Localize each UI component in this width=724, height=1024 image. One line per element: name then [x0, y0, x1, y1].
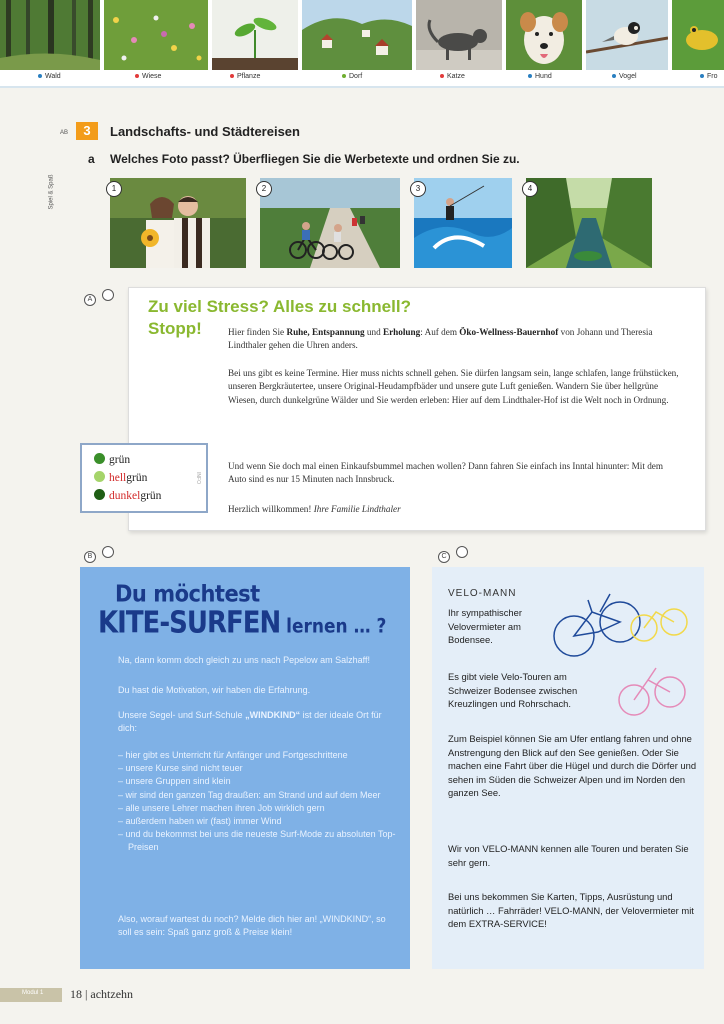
color-row-hellgruen: hellgrün	[94, 471, 147, 484]
ad-a-paragraph-3: Und wenn Sie doch mal einen Einkaufsbummel machen wollen? Dann fahren Sie einfach ins Inntal hinunter: Mit dem Auto sind es nur 15 Minuten nach Innsbruck.	[228, 461, 664, 485]
color-row-gruen: grün	[94, 453, 130, 466]
option-letter-c: C	[438, 551, 450, 563]
list-item: – unsere Kurse sind nicht teuer	[118, 763, 243, 774]
forest-image	[0, 0, 100, 70]
option-c	[438, 546, 474, 563]
ad-b-paragraph-2: Du hast die Motivation, wir haben die Erfahrung.	[118, 685, 311, 695]
plant-image	[212, 0, 298, 70]
list-item: – unsere Gruppen sind klein	[118, 776, 231, 787]
ad-c-paragraph-5: Bei uns bekommen Sie Karten, Tipps, Ausrüstung und natürlich … Fahrräder! VELO-MANN, der Velovermieter mit dem EXTRA-SERVICE!	[448, 891, 694, 930]
photo-number-2: 2	[256, 181, 272, 197]
bullet-dot-icon	[230, 74, 234, 78]
list-item: – hier gibt es Unterricht für Anfänger und Fortgeschrittene	[118, 750, 348, 760]
option-letter-b: B	[84, 551, 96, 563]
answer-checkbox-a[interactable]	[102, 289, 114, 301]
section-title: Landschafts- und Städtereisen	[110, 124, 300, 139]
bullet-dot-icon	[528, 74, 532, 78]
village-image	[302, 0, 412, 70]
bullet-dot-icon	[38, 74, 42, 78]
photo-2	[260, 178, 400, 268]
green-dot-icon	[94, 453, 105, 464]
bullet-dot-icon	[700, 74, 704, 78]
ad-c-paragraph-1: Ihr sympathischer Velovermieter am Bodensee.	[448, 607, 522, 646]
thumb-caption-1: Wiese	[135, 73, 161, 80]
option-b	[84, 546, 120, 563]
ad-a-paragraph-2: Bei uns gibt es keine Termine. Hier muss nichts schnell gehen. Sie dürfen langsam sein, lange schlafen, lange frühstücken, unseren Bergkräutertee, unsere Original-Heudampfbäder und unsere gute Luft genießen. Wandern Sie über hellgrüne Wiesen, durch dunkelgrüne Wälder und Sie werden erleben: Hier auf dem Lindthaler-Hof ist die Welt noch in Ordnung.	[228, 368, 679, 405]
ad-c-paragraph-3: Zum Beispiel können Sie am Ufer entlang fahren und ohne Anstrengung den Blick auf den See genießen. Oder Sie machen eine Fahrt über die Hügel und durch die Dörfer und sehen im Süden die Schweizer Alpen und im Norden den ganzen See.	[448, 733, 697, 799]
workbook-reference: AB	[60, 130, 69, 136]
light-green-dot-icon	[94, 471, 105, 482]
photo-4	[526, 178, 652, 268]
bird-image	[586, 0, 668, 70]
module-tab: Modul 1	[0, 988, 62, 1002]
bullet-dot-icon	[612, 74, 616, 78]
bullet-dot-icon	[135, 74, 139, 78]
ad-b-headline-1: Du möchtest	[115, 580, 260, 607]
list-item: – alle unsere Lehrer machen ihren Job wirklich gern	[118, 802, 325, 813]
picture-dictionary-strip	[0, 0, 724, 88]
option-a	[84, 289, 120, 306]
ad-a-headline: Zu viel Stress? Alles zu schnell?	[148, 297, 411, 316]
thumb-caption-0: Wald	[38, 73, 61, 80]
photo-3	[414, 178, 512, 268]
photo-number-3: 3	[410, 181, 426, 197]
info-label: INFO	[194, 472, 201, 484]
divider	[0, 86, 724, 88]
thumb-caption-2: Pflanze	[230, 73, 260, 80]
option-letter-a: A	[84, 294, 96, 306]
list-item: – wir sind den ganzen Tag draußen: am Strand und auf dem Meer	[118, 789, 381, 800]
dark-green-dot-icon	[94, 489, 105, 500]
ad-b-paragraph-1: Na, dann komm doch gleich zu uns nach Pepelow am Salzhaff!	[118, 655, 370, 665]
color-info-box	[80, 443, 208, 513]
ad-c-paragraph-2: Es gibt viele Velo-Touren am Schweizer Bodensee zwischen Kreuzlingen und Rohrschach.	[448, 671, 578, 710]
page-number: 18 | achtzehn	[70, 987, 134, 1001]
cat-image	[416, 0, 502, 70]
section-number: 3	[76, 122, 98, 140]
frog-image	[672, 0, 724, 70]
task-instruction: Welches Foto passt? Überfliegen Sie die Werbetexte und ordnen Sie zu.	[110, 152, 520, 166]
ad-a-card	[128, 287, 706, 531]
bullet-dot-icon	[440, 74, 444, 78]
meadow-image	[104, 0, 208, 70]
photo-1	[110, 178, 246, 268]
list-item: – außerdem haben wir (fast) immer Wind	[118, 816, 282, 827]
task-letter: a	[88, 152, 95, 166]
ad-c-title: VELO-MANN	[448, 588, 517, 599]
thumb-caption-5: Hund	[528, 73, 552, 80]
bullet-dot-icon	[342, 74, 346, 78]
photo-number-4: 4	[522, 181, 538, 197]
ad-c-paragraph-4: Wir von VELO-MANN kennen alle Touren und beraten Sie sehr gern.	[448, 843, 689, 868]
list-item: – und du bekommst bei uns die neueste Surf-Mode zu absoluten Top-Preisen	[118, 829, 396, 853]
ad-b-headline-2: KITE-SURFEN lernen … ?	[98, 606, 387, 641]
side-label: Spiel & Spaß	[48, 174, 55, 210]
ad-b-paragraph-3: Unsere Segel- und Surf-Schule „WINDKIND“ ist der ideale Ort für dich:	[118, 710, 382, 734]
ad-a-signature: Herzlich willkommen! Ihre Familie Lindthaler	[228, 504, 401, 514]
thumb-caption-4: Katze	[440, 73, 465, 80]
ad-a-paragraph-1: Hier finden Sie Ruhe, Entspannung und Erholung: Auf dem Öko-Wellness-Bauernhof von Johann und Theresia Lindthaler gehen die Uhren anders.	[228, 327, 653, 351]
ad-a-stop: Stopp!	[148, 319, 202, 338]
photo-number-1: 1	[106, 181, 122, 197]
thumb-caption-7: Fro	[700, 73, 718, 80]
ad-b-paragraph-4: Also, worauf wartest du noch? Melde dich hier an! „WINDKIND“, so soll es sein: Spaß ganz groß & Preise klein!	[118, 914, 386, 938]
color-row-dunkelgruen: dunkelgrün	[94, 489, 161, 502]
thumb-caption-3: Dorf	[342, 73, 362, 80]
answer-checkbox-c[interactable]	[456, 546, 468, 558]
ad-b-list	[118, 749, 398, 855]
dog-image	[506, 0, 582, 70]
thumb-caption-6: Vogel	[612, 73, 637, 80]
answer-checkbox-b[interactable]	[102, 546, 114, 558]
